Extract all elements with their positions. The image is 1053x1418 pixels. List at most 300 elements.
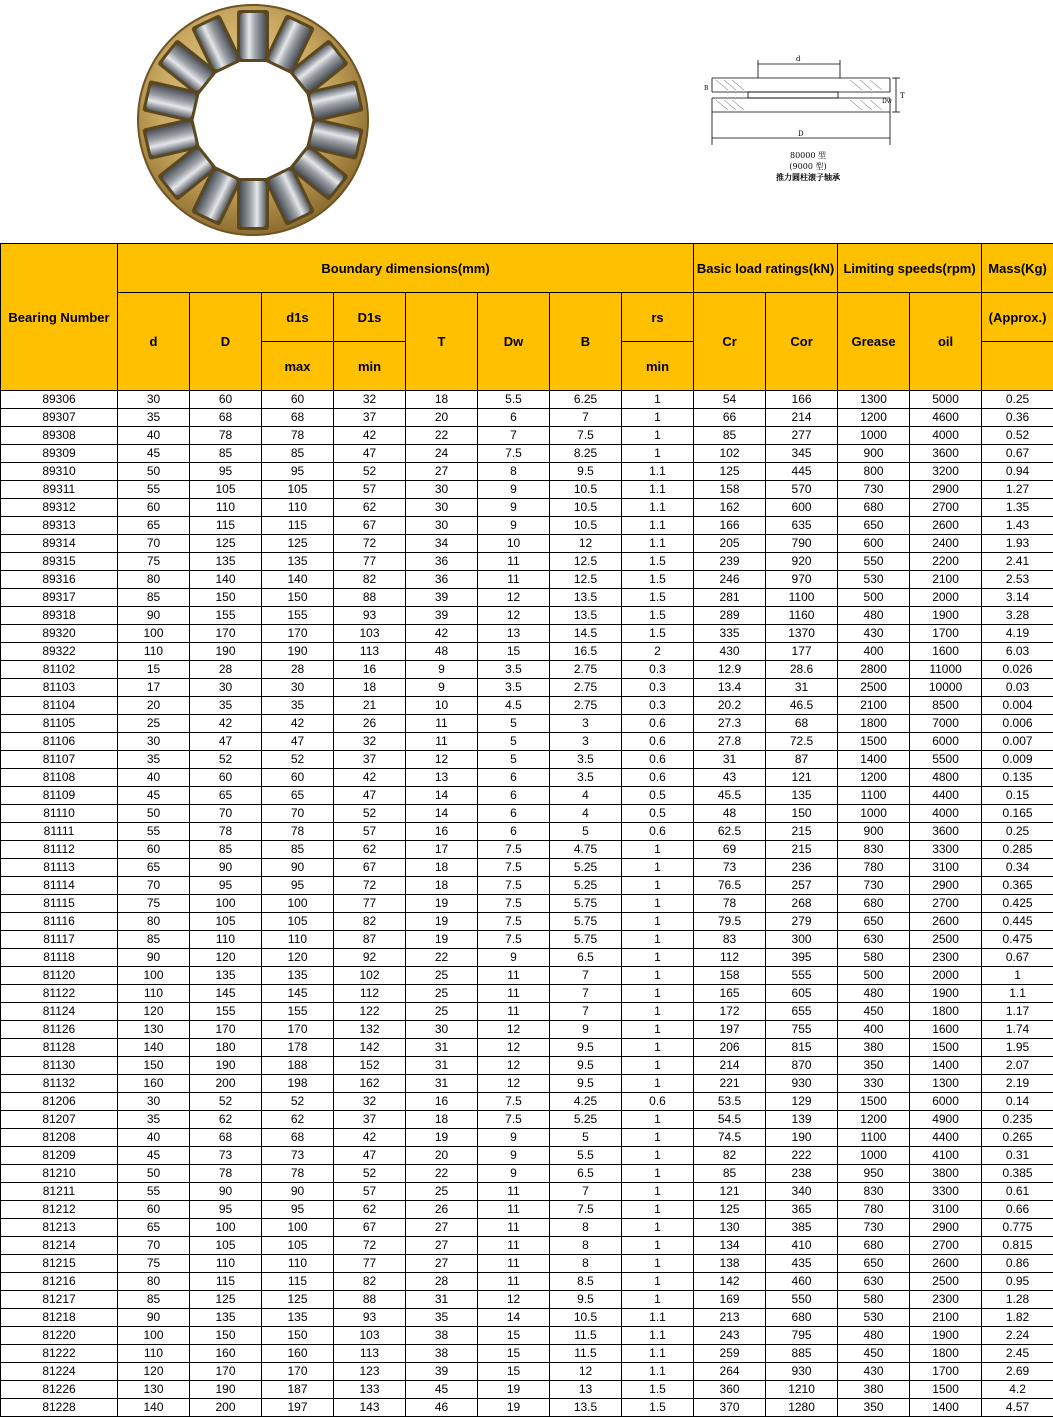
cell-d: 25 xyxy=(118,715,190,733)
cell-grease: 630 xyxy=(838,1273,910,1291)
cell-B: 2.75 xyxy=(550,661,622,679)
cell-mass: 2.41 xyxy=(982,553,1053,571)
cell-rs: 1 xyxy=(622,1021,694,1039)
cell-oil: 2200 xyxy=(910,553,982,571)
table-row xyxy=(1,1075,1053,1093)
cell-Cr: 239 xyxy=(694,553,766,571)
cell-bearing-number: 89312 xyxy=(1,499,118,517)
cell-rs: 1 xyxy=(622,1111,694,1129)
cell-rs: 0.3 xyxy=(622,661,694,679)
cell-mass: 2.19 xyxy=(982,1075,1053,1093)
cell-T: 22 xyxy=(406,427,478,445)
cell-Cr: 166 xyxy=(694,517,766,535)
cell-D1s: 122 xyxy=(334,1003,406,1021)
cell-mass: 0.15 xyxy=(982,787,1053,805)
cell-Dw: 7.5 xyxy=(478,931,550,949)
cell-T: 31 xyxy=(406,1057,478,1075)
cell-Dw: 14 xyxy=(478,1309,550,1327)
header-d1s-max: max xyxy=(262,342,334,391)
cell-Dw: 6 xyxy=(478,409,550,427)
cell-mass: 0.95 xyxy=(982,1273,1053,1291)
cell-oil: 2600 xyxy=(910,1255,982,1273)
cell-d: 70 xyxy=(118,1237,190,1255)
cell-grease: 1500 xyxy=(838,1093,910,1111)
cell-D: 200 xyxy=(190,1399,262,1417)
cell-d: 20 xyxy=(118,697,190,715)
cell-T: 20 xyxy=(406,1147,478,1165)
cell-D1s: 52 xyxy=(334,805,406,823)
cell-d: 60 xyxy=(118,841,190,859)
cell-bearing-number: 81214 xyxy=(1,1237,118,1255)
cell-oil: 7000 xyxy=(910,715,982,733)
cell-grease: 480 xyxy=(838,607,910,625)
cell-D: 180 xyxy=(190,1039,262,1057)
cell-T: 20 xyxy=(406,409,478,427)
cell-Cr: 125 xyxy=(694,1201,766,1219)
cell-mass: 0.815 xyxy=(982,1237,1053,1255)
cell-B: 9.5 xyxy=(550,1057,622,1075)
cell-d1s: 125 xyxy=(262,1291,334,1309)
cell-oil: 2400 xyxy=(910,535,982,553)
header-bearing-number: Bearing Number xyxy=(1,244,118,391)
cell-B: 3.5 xyxy=(550,769,622,787)
cell-rs: 1 xyxy=(622,859,694,877)
cell-Dw: 9 xyxy=(478,499,550,517)
cell-mass: 0.425 xyxy=(982,895,1053,913)
cell-oil: 4000 xyxy=(910,805,982,823)
cell-D: 125 xyxy=(190,535,262,553)
cell-rs: 1.1 xyxy=(622,517,694,535)
cell-D1s: 82 xyxy=(334,571,406,589)
cell-bearing-number: 81216 xyxy=(1,1273,118,1291)
cell-rs: 0.6 xyxy=(622,715,694,733)
cell-Dw: 5 xyxy=(478,715,550,733)
cell-d1s: 110 xyxy=(262,499,334,517)
cell-rs: 1.1 xyxy=(622,535,694,553)
header-Dw: Dw xyxy=(478,293,550,391)
cell-d1s: 135 xyxy=(262,1309,334,1327)
cell-Cr: 130 xyxy=(694,1219,766,1237)
cell-Cr: 162 xyxy=(694,499,766,517)
cell-Dw: 7.5 xyxy=(478,1093,550,1111)
cell-rs: 0.5 xyxy=(622,805,694,823)
cell-oil: 3800 xyxy=(910,1165,982,1183)
cell-rs: 1 xyxy=(622,1165,694,1183)
cell-D1s: 123 xyxy=(334,1363,406,1381)
cell-Dw: 9 xyxy=(478,481,550,499)
cell-Cor: 635 xyxy=(766,517,838,535)
cell-Dw: 12 xyxy=(478,1057,550,1075)
cell-D: 155 xyxy=(190,607,262,625)
table-row xyxy=(1,661,1053,679)
cell-B: 8.25 xyxy=(550,445,622,463)
table-row xyxy=(1,571,1053,589)
cell-Dw: 15 xyxy=(478,643,550,661)
cell-d: 45 xyxy=(118,787,190,805)
cell-d: 30 xyxy=(118,733,190,751)
cell-rs: 1 xyxy=(622,949,694,967)
cell-d1s: 42 xyxy=(262,715,334,733)
cell-D: 110 xyxy=(190,1255,262,1273)
cell-Cr: 54.5 xyxy=(694,1111,766,1129)
cell-Cor: 28.6 xyxy=(766,661,838,679)
cell-Dw: 6 xyxy=(478,823,550,841)
cell-Cor: 1160 xyxy=(766,607,838,625)
cell-Dw: 12 xyxy=(478,1291,550,1309)
table-header xyxy=(1,244,1053,391)
cell-Cr: 85 xyxy=(694,1165,766,1183)
cell-grease: 680 xyxy=(838,499,910,517)
cell-d: 80 xyxy=(118,913,190,931)
cell-mass: 0.165 xyxy=(982,805,1053,823)
cell-D: 52 xyxy=(190,1093,262,1111)
cell-Cor: 970 xyxy=(766,571,838,589)
cell-D: 90 xyxy=(190,859,262,877)
cell-d1s: 78 xyxy=(262,1165,334,1183)
cell-grease: 1000 xyxy=(838,427,910,445)
cell-Dw: 5 xyxy=(478,733,550,751)
cell-grease: 800 xyxy=(838,463,910,481)
cell-grease: 730 xyxy=(838,877,910,895)
cell-D1s: 103 xyxy=(334,1327,406,1345)
cell-T: 27 xyxy=(406,1255,478,1273)
cell-D1s: 82 xyxy=(334,1273,406,1291)
cell-rs: 0.5 xyxy=(622,787,694,805)
cell-bearing-number: 81222 xyxy=(1,1345,118,1363)
cell-bearing-number: 81110 xyxy=(1,805,118,823)
cell-oil: 3600 xyxy=(910,445,982,463)
cell-d: 120 xyxy=(118,1003,190,1021)
cell-oil: 4100 xyxy=(910,1147,982,1165)
cell-d: 85 xyxy=(118,931,190,949)
cell-B: 5.25 xyxy=(550,1111,622,1129)
cell-grease: 1000 xyxy=(838,1147,910,1165)
cell-B: 5.5 xyxy=(550,1147,622,1165)
cell-grease: 780 xyxy=(838,859,910,877)
cell-rs: 1.1 xyxy=(622,499,694,517)
cell-D: 150 xyxy=(190,589,262,607)
cell-Cr: 76.5 xyxy=(694,877,766,895)
cell-bearing-number: 81206 xyxy=(1,1093,118,1111)
cell-D: 95 xyxy=(190,463,262,481)
cell-Dw: 9 xyxy=(478,949,550,967)
cell-d1s: 65 xyxy=(262,787,334,805)
cell-D: 135 xyxy=(190,967,262,985)
cell-d1s: 105 xyxy=(262,481,334,499)
cell-T: 18 xyxy=(406,391,478,409)
cell-rs: 1 xyxy=(622,913,694,931)
cell-rs: 1 xyxy=(622,1237,694,1255)
cell-bearing-number: 81132 xyxy=(1,1075,118,1093)
cell-D: 30 xyxy=(190,679,262,697)
cell-Cor: 795 xyxy=(766,1327,838,1345)
cell-Dw: 7.5 xyxy=(478,913,550,931)
cell-Cor: 68 xyxy=(766,715,838,733)
cell-Cr: 142 xyxy=(694,1273,766,1291)
cell-D1s: 67 xyxy=(334,517,406,535)
cell-T: 34 xyxy=(406,535,478,553)
cell-Cr: 121 xyxy=(694,1183,766,1201)
cell-bearing-number: 81211 xyxy=(1,1183,118,1201)
cell-d1s: 68 xyxy=(262,1129,334,1147)
cell-D: 28 xyxy=(190,661,262,679)
cell-bearing-number: 81116 xyxy=(1,913,118,931)
cell-d1s: 150 xyxy=(262,1327,334,1345)
cell-Cr: 172 xyxy=(694,1003,766,1021)
cell-Cor: 930 xyxy=(766,1075,838,1093)
cell-B: 4.25 xyxy=(550,1093,622,1111)
cell-Dw: 12 xyxy=(478,607,550,625)
table-row xyxy=(1,913,1053,931)
cell-Cor: 135 xyxy=(766,787,838,805)
cell-rs: 1 xyxy=(622,931,694,949)
cell-D: 140 xyxy=(190,571,262,589)
cell-bearing-number: 81117 xyxy=(1,931,118,949)
cell-oil: 8500 xyxy=(910,697,982,715)
cell-bearing-number: 81213 xyxy=(1,1219,118,1237)
table-row xyxy=(1,1021,1053,1039)
cell-bearing-number: 89309 xyxy=(1,445,118,463)
cell-oil: 2600 xyxy=(910,517,982,535)
cell-grease: 380 xyxy=(838,1381,910,1399)
cell-mass: 0.25 xyxy=(982,823,1053,841)
cell-B: 5 xyxy=(550,823,622,841)
cell-d1s: 155 xyxy=(262,607,334,625)
cell-B: 7 xyxy=(550,409,622,427)
cell-d: 60 xyxy=(118,499,190,517)
cell-T: 27 xyxy=(406,1219,478,1237)
cell-Cr: 82 xyxy=(694,1147,766,1165)
header-limiting-speeds: Limiting speeds(rpm) xyxy=(838,244,982,293)
cell-Cor: 222 xyxy=(766,1147,838,1165)
cell-mass: 0.235 xyxy=(982,1111,1053,1129)
cell-D1s: 32 xyxy=(334,391,406,409)
cell-d: 110 xyxy=(118,1345,190,1363)
cell-B: 7 xyxy=(550,1183,622,1201)
cell-oil: 2100 xyxy=(910,571,982,589)
table-row xyxy=(1,643,1053,661)
cell-grease: 1100 xyxy=(838,1129,910,1147)
cell-Cor: 365 xyxy=(766,1201,838,1219)
cell-d1s: 170 xyxy=(262,1363,334,1381)
cell-Cr: 335 xyxy=(694,625,766,643)
cell-Cr: 370 xyxy=(694,1399,766,1417)
cell-D1s: 37 xyxy=(334,751,406,769)
cell-oil: 10000 xyxy=(910,679,982,697)
cell-bearing-number: 81108 xyxy=(1,769,118,787)
cell-T: 11 xyxy=(406,715,478,733)
cell-D1s: 113 xyxy=(334,1345,406,1363)
cell-T: 9 xyxy=(406,661,478,679)
cell-oil: 1300 xyxy=(910,1075,982,1093)
cell-d: 85 xyxy=(118,1291,190,1309)
cell-D1s: 82 xyxy=(334,913,406,931)
cell-rs: 1 xyxy=(622,445,694,463)
cell-T: 9 xyxy=(406,679,478,697)
cell-D: 115 xyxy=(190,1273,262,1291)
header-boundary-dimensions: Boundary dimensions(mm) xyxy=(118,244,694,293)
cell-d: 90 xyxy=(118,607,190,625)
cell-oil: 3300 xyxy=(910,841,982,859)
cell-d: 40 xyxy=(118,769,190,787)
cell-B: 2.75 xyxy=(550,679,622,697)
cell-d: 55 xyxy=(118,823,190,841)
cell-T: 16 xyxy=(406,1093,478,1111)
cell-D1s: 112 xyxy=(334,985,406,1003)
cell-Cor: 166 xyxy=(766,391,838,409)
cell-Cr: 259 xyxy=(694,1345,766,1363)
cell-T: 11 xyxy=(406,733,478,751)
header-D: D xyxy=(190,293,262,391)
cell-grease: 500 xyxy=(838,589,910,607)
cell-T: 13 xyxy=(406,769,478,787)
cell-grease: 650 xyxy=(838,913,910,931)
drawing-label-d: d xyxy=(796,55,801,63)
cell-Cor: 1100 xyxy=(766,589,838,607)
cell-Dw: 5.5 xyxy=(478,391,550,409)
cell-Cor: 277 xyxy=(766,427,838,445)
cell-d1s: 62 xyxy=(262,1111,334,1129)
cell-oil: 2000 xyxy=(910,967,982,985)
cell-D1s: 57 xyxy=(334,481,406,499)
cell-grease: 730 xyxy=(838,1219,910,1237)
cell-Cor: 72.5 xyxy=(766,733,838,751)
cell-D1s: 52 xyxy=(334,1165,406,1183)
cell-d: 35 xyxy=(118,751,190,769)
cell-Dw: 11 xyxy=(478,1255,550,1273)
cell-rs: 1.1 xyxy=(622,1363,694,1381)
cell-oil: 4800 xyxy=(910,769,982,787)
cell-D1s: 47 xyxy=(334,445,406,463)
cell-d1s: 125 xyxy=(262,535,334,553)
cell-d: 70 xyxy=(118,535,190,553)
cell-Cor: 257 xyxy=(766,877,838,895)
cell-d1s: 78 xyxy=(262,823,334,841)
cell-grease: 580 xyxy=(838,1291,910,1309)
table-row xyxy=(1,535,1053,553)
cell-d: 140 xyxy=(118,1039,190,1057)
cell-mass: 0.52 xyxy=(982,427,1053,445)
cell-D1s: 42 xyxy=(334,769,406,787)
cell-bearing-number: 81118 xyxy=(1,949,118,967)
cell-rs: 1 xyxy=(622,427,694,445)
cell-d: 35 xyxy=(118,409,190,427)
cell-grease: 430 xyxy=(838,1363,910,1381)
cell-bearing-number: 81218 xyxy=(1,1309,118,1327)
cell-D1s: 72 xyxy=(334,877,406,895)
cell-d1s: 188 xyxy=(262,1057,334,1075)
cell-D1s: 21 xyxy=(334,697,406,715)
cell-rs: 0.6 xyxy=(622,823,694,841)
cell-oil: 5000 xyxy=(910,391,982,409)
table-row xyxy=(1,805,1053,823)
cell-D: 170 xyxy=(190,1363,262,1381)
cell-Dw: 15 xyxy=(478,1363,550,1381)
cell-D1s: 37 xyxy=(334,409,406,427)
cell-mass: 0.61 xyxy=(982,1183,1053,1201)
table-row xyxy=(1,949,1053,967)
cell-Cor: 121 xyxy=(766,769,838,787)
header-T: T xyxy=(406,293,478,391)
cell-Cr: 206 xyxy=(694,1039,766,1057)
cell-D: 135 xyxy=(190,553,262,571)
cell-d1s: 105 xyxy=(262,913,334,931)
cell-B: 14.5 xyxy=(550,625,622,643)
cell-Cor: 655 xyxy=(766,1003,838,1021)
cell-bearing-number: 89322 xyxy=(1,643,118,661)
table-body xyxy=(1,391,1053,1417)
cell-D: 115 xyxy=(190,517,262,535)
cell-D: 150 xyxy=(190,1327,262,1345)
cell-bearing-number: 81104 xyxy=(1,697,118,715)
table-row xyxy=(1,859,1053,877)
cell-B: 10.5 xyxy=(550,1309,622,1327)
cell-Cor: 460 xyxy=(766,1273,838,1291)
cell-D: 60 xyxy=(190,391,262,409)
cell-B: 12.5 xyxy=(550,571,622,589)
cell-B: 9.5 xyxy=(550,1039,622,1057)
cell-grease: 350 xyxy=(838,1399,910,1417)
table-row xyxy=(1,1201,1053,1219)
cell-d: 50 xyxy=(118,1165,190,1183)
cell-Cr: 45.5 xyxy=(694,787,766,805)
cell-grease: 480 xyxy=(838,985,910,1003)
cell-T: 14 xyxy=(406,805,478,823)
table-row xyxy=(1,517,1053,535)
cell-D: 125 xyxy=(190,1291,262,1309)
cell-B: 12 xyxy=(550,535,622,553)
cell-Cor: 214 xyxy=(766,409,838,427)
cell-B: 7 xyxy=(550,985,622,1003)
cell-bearing-number: 81224 xyxy=(1,1363,118,1381)
cell-D: 78 xyxy=(190,823,262,841)
cell-Cr: 69 xyxy=(694,841,766,859)
cell-Cr: 281 xyxy=(694,589,766,607)
cell-Dw: 5 xyxy=(478,751,550,769)
cell-bearing-number: 81220 xyxy=(1,1327,118,1345)
cell-mass: 1.28 xyxy=(982,1291,1053,1309)
cell-grease: 450 xyxy=(838,1003,910,1021)
cell-d: 75 xyxy=(118,553,190,571)
cell-mass: 0.265 xyxy=(982,1129,1053,1147)
cell-d: 55 xyxy=(118,481,190,499)
cell-bearing-number: 81124 xyxy=(1,1003,118,1021)
cell-bearing-number: 89314 xyxy=(1,535,118,553)
cell-bearing-number: 81126 xyxy=(1,1021,118,1039)
cell-Cor: 31 xyxy=(766,679,838,697)
cell-D: 60 xyxy=(190,769,262,787)
cell-Cr: 66 xyxy=(694,409,766,427)
cell-Cr: 20.2 xyxy=(694,697,766,715)
table-row xyxy=(1,769,1053,787)
bearing-photo xyxy=(133,2,373,240)
cell-d: 65 xyxy=(118,1219,190,1237)
table-row xyxy=(1,1327,1053,1345)
cell-T: 19 xyxy=(406,1129,478,1147)
table-row xyxy=(1,823,1053,841)
table-row xyxy=(1,877,1053,895)
cell-B: 11.5 xyxy=(550,1327,622,1345)
cell-grease: 650 xyxy=(838,517,910,535)
cell-Cr: 74.5 xyxy=(694,1129,766,1147)
cell-Cr: 214 xyxy=(694,1057,766,1075)
cell-D1s: 26 xyxy=(334,715,406,733)
cell-rs: 0.6 xyxy=(622,751,694,769)
cell-mass: 2.45 xyxy=(982,1345,1053,1363)
cell-D: 85 xyxy=(190,841,262,859)
cell-d: 80 xyxy=(118,571,190,589)
cell-D: 90 xyxy=(190,1183,262,1201)
